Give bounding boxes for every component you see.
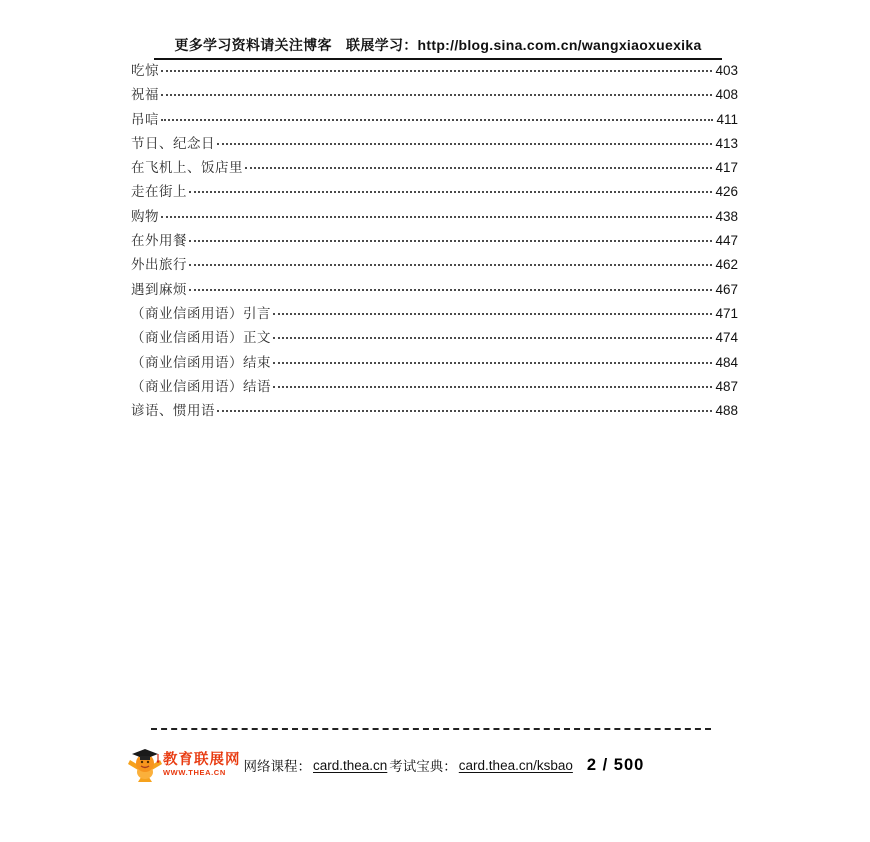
toc-entry-title: 外出旅行 <box>131 257 187 273</box>
toc-entry <box>131 59 738 83</box>
toc-entry-page: 471 <box>715 305 738 321</box>
toc-leader-dots <box>273 362 712 364</box>
toc-entry <box>131 399 738 423</box>
toc-entry-title: （商业信函用语）正文 <box>131 330 271 346</box>
toc-leader-dots <box>273 386 712 388</box>
toc-entry <box>131 253 738 277</box>
toc-leader-dots <box>161 119 713 121</box>
footer <box>126 745 644 785</box>
toc-entry-page: 488 <box>715 403 738 419</box>
toc-entry <box>131 205 738 229</box>
toc-entry <box>131 156 738 180</box>
toc-entry-title: 祝福 <box>131 87 159 103</box>
toc-leader-dots <box>161 216 712 218</box>
toc-leader-dots <box>189 191 712 193</box>
toc-entry-page: 417 <box>715 160 738 176</box>
toc-entry-page: 438 <box>715 208 738 224</box>
toc-entry-title: 谚语、惯用语 <box>131 403 215 419</box>
toc-entry-title: 遇到麻烦 <box>131 281 187 297</box>
toc-entry <box>131 132 738 156</box>
graduate-mascot-icon <box>126 747 164 784</box>
course-label: 网络课程： <box>243 759 311 774</box>
toc-entry-title: （商业信函用语）引言 <box>131 305 271 321</box>
footer-separator <box>151 728 711 730</box>
header-blog-link[interactable]: 更多学习资料请关注博客 联展学习：http://blog.sina.com.cn/wangxiaoxuexika <box>154 35 722 60</box>
toc-entry-page: 462 <box>715 257 738 273</box>
toc-entry <box>131 326 738 350</box>
toc-leader-dots <box>161 94 712 96</box>
toc-entry <box>131 180 738 204</box>
toc-entry-title: （商业信函用语）结语 <box>131 378 271 394</box>
exam-link[interactable]: card.thea.cn/ksbao <box>458 757 573 773</box>
toc-entry-page: 474 <box>715 330 738 346</box>
toc-entry <box>131 351 738 375</box>
toc-entry-page: 413 <box>715 135 738 151</box>
toc-entry-title: 吊唁 <box>131 111 159 127</box>
toc-entry-title: 在外用餐 <box>131 233 187 249</box>
course-link[interactable]: card.thea.cn <box>313 757 388 773</box>
toc-leader-dots <box>189 289 712 291</box>
toc-entry-title: 节日、纪念日 <box>131 135 215 151</box>
toc-leader-dots <box>189 240 712 242</box>
toc-leader-dots <box>189 264 712 266</box>
toc-entry-page: 408 <box>715 87 738 103</box>
toc-entry <box>131 229 738 253</box>
toc-entry-page: 411 <box>716 111 738 127</box>
page-indicator: 2 / 500 <box>586 755 645 774</box>
toc-entry <box>131 108 738 132</box>
toc-entry-page: 403 <box>715 63 738 78</box>
toc-entry-title: （商业信函用语）结束 <box>131 354 271 370</box>
exam-label: 考试宝典： <box>389 759 457 774</box>
toc-leader-dots <box>217 410 712 412</box>
toc-entry <box>131 375 738 399</box>
logo-site-url: WWW.THEA.CN <box>163 767 226 777</box>
toc-entry <box>131 278 738 302</box>
toc-entry-page: 447 <box>715 233 738 249</box>
toc-entry-title: 走在街上 <box>131 184 187 200</box>
toc-leader-dots <box>245 167 712 169</box>
toc-entry-page: 487 <box>715 378 738 394</box>
toc-leader-dots <box>273 313 712 315</box>
footer-links-line <box>242 755 645 775</box>
toc-leader-dots <box>217 143 712 145</box>
toc-entry-title: 购物 <box>131 208 159 224</box>
toc-leader-dots <box>273 337 712 339</box>
toc-entry-page: 467 <box>715 281 738 297</box>
toc-entry-title: 在飞机上、饭店里 <box>131 160 243 176</box>
site-logo <box>126 747 241 784</box>
toc-list <box>131 59 738 423</box>
toc-entry-page: 426 <box>715 184 738 200</box>
toc-entry <box>131 83 738 107</box>
toc-entry <box>131 302 738 326</box>
logo-name: 教育联展网 <box>163 752 241 769</box>
logo-text <box>163 753 241 776</box>
toc-leader-dots <box>161 70 712 72</box>
toc-entry-title: 吃惊 <box>131 63 159 78</box>
toc-entry-page: 484 <box>715 354 738 370</box>
